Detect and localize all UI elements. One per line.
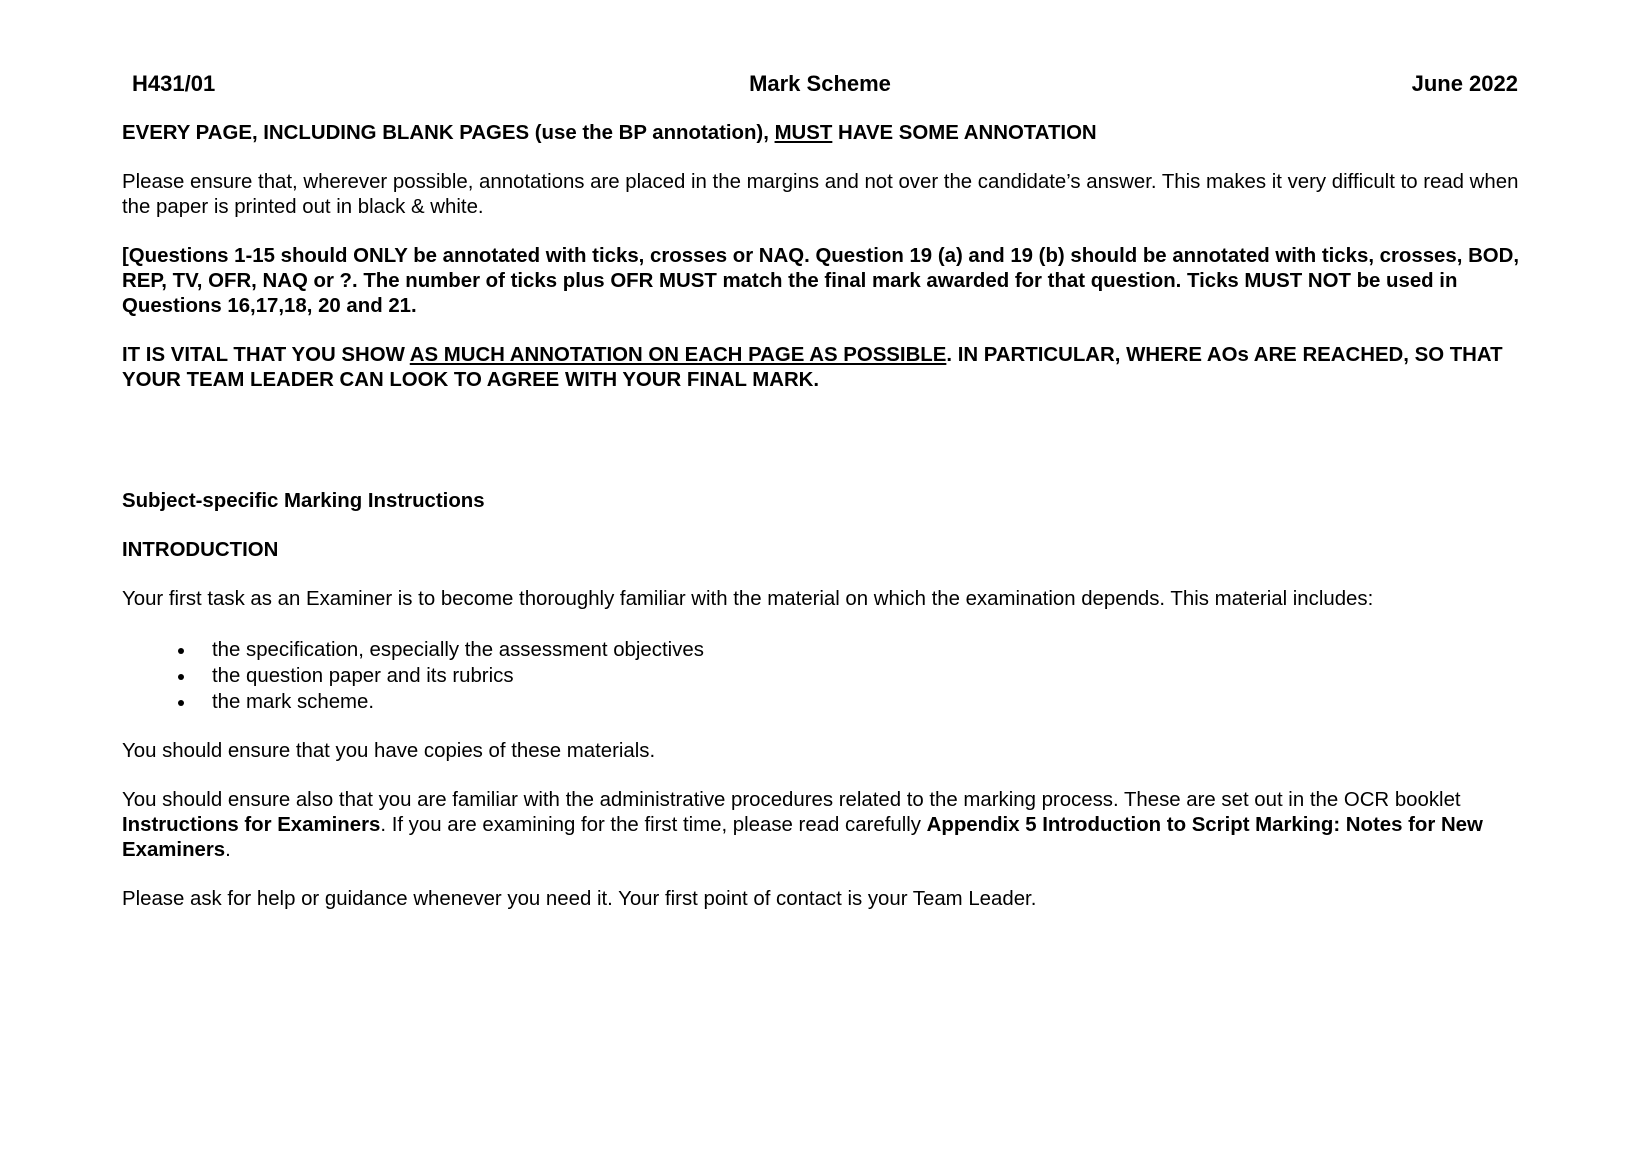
list-item: the question paper and its rubrics	[122, 663, 1520, 689]
underlined-annotation-phrase: AS MUCH ANNOTATION ON EACH PAGE AS POSSIBLE	[409, 344, 947, 366]
appendix-5-reference: Appendix 5 Introduction to Script Marking: Notes for New Examiners	[122, 814, 1483, 861]
document-body	[122, 121, 1520, 912]
admin-procedures-text: You should ensure also that you are familiar with the administrative procedures related to the marking process. These are set out in the OCR booklet Instructions for Examiners. If you are examining for the first time, please read carefully Appendix 5 Introduction to Script Marking: Notes for New Examiners.	[122, 789, 1483, 861]
materials-list	[122, 637, 1520, 715]
underlined-must: MUST	[774, 122, 833, 144]
margins-note: Please ensure that, wherever possible, annotations are placed in the margins and not over the candidate’s answer. This makes it very difficult to read when the paper is printed out in black & white.	[122, 171, 1519, 218]
subject-heading: Subject-specific Marking Instructions	[122, 490, 485, 512]
list-item: the mark scheme.	[122, 689, 1520, 715]
document-title: Mark Scheme	[749, 71, 891, 96]
copies-text: You should ensure that you have copies of these materials.	[122, 740, 656, 762]
vital-note: IT IS VITAL THAT YOU SHOW AS MUCH ANNOTATION ON EACH PAGE AS POSSIBLE. IN PARTICULAR, WHERE AOs ARE REACHED, SO THAT YOUR TEAM LEADER CAN LOOK TO AGREE WITH YOUR FINAL MARK.	[122, 344, 1503, 391]
introduction-heading: INTRODUCTION	[122, 539, 279, 561]
paper-reference: H431/01	[132, 71, 216, 96]
instructions-for-examiners: Instructions for Examiners	[122, 814, 381, 836]
annotation-rule: EVERY PAGE, INCLUDING BLANK PAGES (use the BP annotation), MUST HAVE SOME ANNOTATION	[122, 122, 1097, 144]
exam-date: June 2022	[1411, 71, 1518, 96]
introduction-text: Your first task as an Examiner is to become thoroughly familiar with the material on which the examination depends. This material includes:	[122, 588, 1374, 610]
questions-annotation-note: [Questions 1-15 should ONLY be annotated with ticks, crosses or NAQ. Question 19 (a) and 19 (b) should be annotated with ticks, crosses, BOD, REP, TV, OFR, NAQ or ?. The number of ticks plus OFR MUST match the final mark awarded for that question. Ticks MUST NOT be used in Questions 16,17,18, 20 and 21.	[122, 245, 1520, 317]
bullet-icon	[178, 648, 184, 654]
bullet-icon	[178, 674, 184, 680]
page-header	[122, 71, 1518, 101]
list-item: the specification, especially the assessment objectives	[122, 637, 1520, 663]
bullet-icon	[178, 700, 184, 706]
help-text: Please ask for help or guidance whenever you need it. Your first point of contact is your Team Leader.	[122, 888, 1037, 910]
